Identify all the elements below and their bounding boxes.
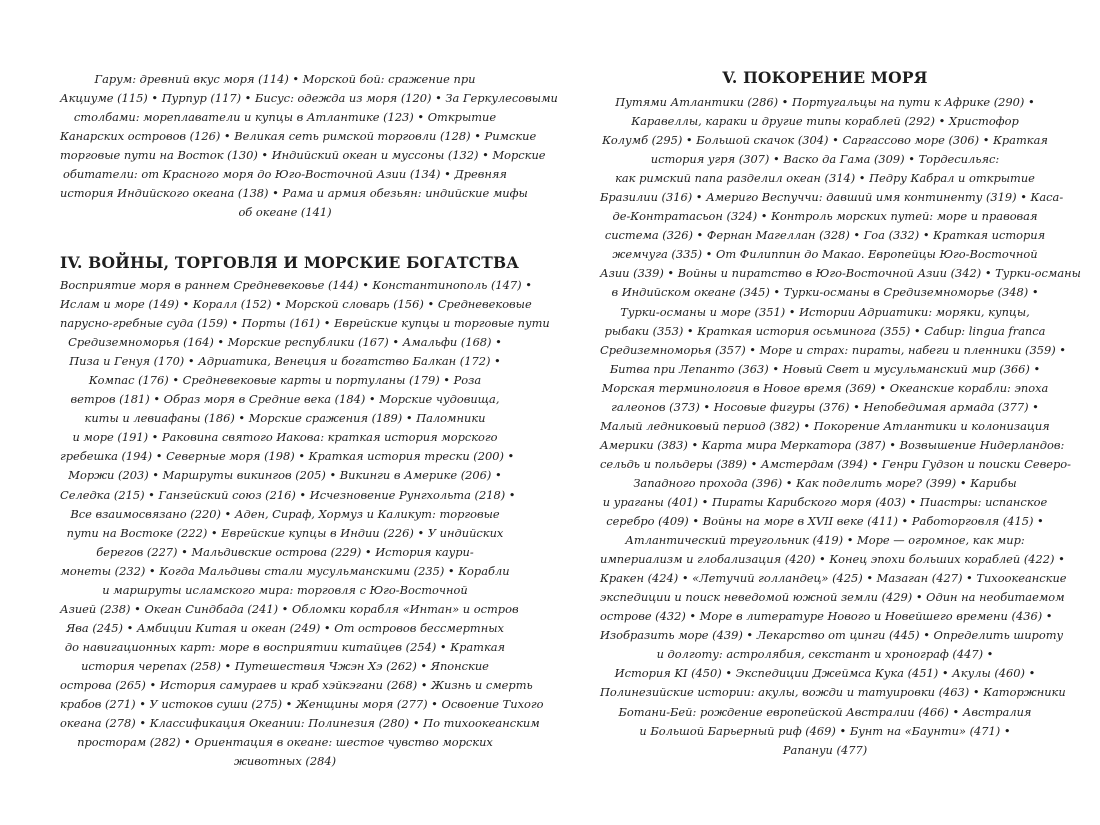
toc-line: Моржи (203) • Маршруты викингов (205) • Викинги в Америке (206) •	[68, 468, 502, 483]
toc-line: Путями Атлантики (286) • Португальцы на пути к Африке (290) •	[615, 95, 1035, 109]
toc-line: система (326) • Фернан Магеллан (328) • Гоа (332) • Краткая история	[604, 228, 1046, 243]
toc-line: Каравеллы, караки и другие типы кораблей (292) • Христофор	[631, 114, 1019, 129]
toc-line: Изобразить море (439) • Лекарство от цинги (445) • Определить широту	[600, 628, 1064, 643]
toc-line: в Индийском океане (345) • Турки-османы в Средиземноморье (348) •	[611, 285, 1039, 300]
toc-line: рыбаки (353) • Краткая история осьминога (355) • Сабир: lingua franca	[604, 323, 1046, 338]
toc-line: и море (191) • Раковина святого Иакова: краткая история морского	[72, 430, 498, 445]
toc-line: Гарум: древний вкус моря (114) • Морской бой: сражение при	[94, 72, 476, 86]
toc-line: Рапануи (477)	[782, 742, 868, 757]
toc-line: Ява (245) • Амбиции Китая и океан (249) • От островов бессмертных	[66, 620, 504, 635]
toc-block-v	[600, 93, 1081, 760]
toc-block-iv	[60, 276, 550, 771]
toc-line: серебро (409) • Войны на море в XVII веке (411) • Работорговля (415) •	[606, 514, 1044, 529]
toc-line: история Индийского океана (138) • Рама и армия обезьян: индийские мифы	[60, 186, 528, 201]
toc-line: Атлантический треугольник (419) • Море — огромное, как мир:	[625, 533, 1025, 548]
toc-line: Средиземноморья (357) • Море и страх: пираты, набеги и пленники (359) •	[600, 342, 1067, 357]
toc-line: Азии (339) • Войны и пиратство в Юго-Восточной Азии (342) • Турки-османы	[600, 266, 1081, 281]
toc-block-iii-continued	[60, 70, 558, 222]
toc-line: и маршруты исламского мира: торговля с Юго-Восточной	[102, 582, 468, 597]
toc-line: парусно-гребные суда (159) • Порты (161) • Еврейские купцы и торговые пути	[60, 316, 550, 331]
toc-line: империализм и глобализация (420) • Конец эпохи больших кораблей (422) •	[600, 552, 1065, 567]
toc-line: Колумб (295) • Большой скачок (304) • Саргассово море (306) • Краткая	[602, 133, 1048, 148]
toc-line: крабов (271) • У истоков суши (275) • Женщины моря (277) • Освоение Тихого	[60, 697, 544, 712]
toc-line: ветров (181) • Образ моря в Средние века (184) • Морские чудовища,	[70, 392, 500, 407]
toc-line: острова (265) • История самураев и краб хэйкэгани (268) • Жизнь и смерть	[60, 677, 533, 692]
toc-line: торговые пути на Восток (130) • Индийский океан и муссоны (132) • Морские	[60, 148, 546, 163]
toc-line: Полинезийские истории: акулы, вожди и татуировки (463) • Каторжники	[600, 685, 1066, 700]
toc-line: Акциуме (115) • Пурпур (117) • Бисус: одежда из моря (120) • За Геркулесовыми	[60, 91, 558, 106]
toc-line: История KI (450) • Экспедиции Джеймса Кука (451) • Акулы (460) •	[614, 666, 1036, 681]
toc-line: Средиземноморья (164) • Морские республики (167) • Амальфи (168) •	[68, 335, 502, 350]
toc-line: об океане (141)	[238, 205, 332, 220]
toc-line: де-Контратасьон (324) • Контроль морских путей: море и правовая	[612, 209, 1038, 224]
toc-line: Малый ледниковый период (382) • Покорение Атлантики и колонизация	[600, 418, 1050, 433]
toc-line: Канарских островов (126) • Великая сеть римской торговли (128) • Римские	[60, 129, 537, 144]
toc-line: история черепах (258) • Путешествия Чжэн Хэ (262) • Японские	[81, 658, 489, 673]
toc-line: Селедка (215) • Ганзейский союз (216) • Исчезновение Рунгхольта (218) •	[60, 487, 516, 502]
toc-line: океана (278) • Классификация Океании: Полинезия (280) • По тихоокеанским	[60, 716, 540, 731]
toc-line: галеонов (373) • Носовые фигуры (376) • Непобедимая армада (377) •	[611, 399, 1039, 414]
toc-line: экспедиции и поиск неведомой южной земли (429) • Один на необитаемом	[600, 590, 1065, 605]
section-heading-iv	[60, 252, 520, 274]
toc-line: и Большой Барьерный риф (469) • Бунт на «Баунти» (471) •	[639, 723, 1011, 738]
toc-line: до навигационных карт: море в восприятии китайцев (254) • Краткая	[64, 639, 506, 654]
toc-line: жемчуга (335) • От Филиппин до Макао. Европейцы Юго-Восточной	[612, 247, 1038, 262]
toc-line: просторам (282) • Ориентация в океане: шестое чувство морских	[77, 735, 493, 750]
section-heading-text: V. ПОКОРЕНИЕ МОРЯ	[722, 68, 928, 87]
toc-line: и долготу: астролябия, секстант и хронограф (447) •	[656, 647, 994, 662]
section-heading-text: IV. ВОЙНЫ, ТОРГОВЛЯ И МОРСКИЕ БОГАТСТВА	[60, 253, 520, 272]
toc-line: киты и левиафаны (186) • Морские сражения (189) • Паломники	[84, 411, 486, 426]
toc-line: Америки (383) • Карта мира Меркатора (387) • Возвышение Нидерландов:	[600, 437, 1065, 452]
toc-line: Западного прохода (396) • Как поделить море? (399) • Карибы	[633, 475, 1017, 490]
toc-line: столбами: мореплаватели и купцы в Атлантике (123) • Открытие	[73, 110, 497, 125]
toc-line: Ботани-Бей: рождение европейской Австралии (466) • Австралия	[618, 704, 1032, 719]
toc-line: Битва при Лепанто (363) • Новый Свет и мусульманский мир (366) •	[609, 361, 1041, 376]
toc-line: Азией (238) • Океан Синдбада (241) • Обломки корабля «Интан» и остров	[60, 601, 519, 616]
toc-line: Морская терминология в Новое время (369) • Океанские корабли: эпоха	[601, 380, 1049, 395]
toc-line: Ислам и море (149) • Коралл (152) • Морской словарь (156) • Средневековые	[60, 297, 532, 312]
toc-line: история угря (307) • Васко да Гама (309) • Тордесильяс:	[650, 152, 1000, 167]
toc-line: сельдь и польдеры (389) • Амстердам (394) • Генри Гудзон и поиски Северо-	[600, 456, 1071, 471]
toc-line: пути на Востоке (222) • Еврейские купцы в Индии (226) • У индийских	[66, 525, 504, 540]
toc-line: Бразилии (316) • Америго Веспуччи: давший имя континенту (319) • Каса-	[600, 190, 1064, 205]
toc-line: острове (432) • Море в литературе Нового и Новейшего времени (436) •	[600, 609, 1053, 624]
toc-line: животных (284)	[233, 754, 337, 769]
toc-line: как римский папа разделил океан (314) • Педру Кабрал и открытие	[615, 171, 1035, 186]
toc-line: гребешка (194) • Северные моря (198) • Краткая история трески (200) •	[60, 449, 515, 464]
toc-line: Компас (176) • Средневековые карты и портуланы (179) • Роза	[88, 373, 482, 388]
toc-line: Турки-османы и море (351) • Истории Адриатики: моряки, купцы,	[620, 304, 1030, 319]
toc-line: Пиза и Генуя (170) • Адриатика, Венеция и богатство Балкан (172) •	[69, 354, 501, 369]
toc-line: Все взаимосвязано (220) • Аден, Сираф, Хормуз и Каликут: торговые	[70, 506, 500, 521]
toc-line: Восприятие моря в раннем Средневековье (144) • Константинополь (147) •	[60, 278, 532, 292]
toc-line: берегов (227) • Мальдивские острова (229) • История каури-	[96, 544, 474, 559]
toc-line: монеты (232) • Когда Мальдивы стали мусульманскими (235) • Корабли	[60, 563, 510, 578]
toc-line: Кракен (424) • «Летучий голландец» (425) • Мазаган (427) • Тихоокеанские	[600, 571, 1067, 586]
section-heading-v	[600, 67, 1050, 89]
toc-line: и ураганы (401) • Пираты Карибского моря (403) • Пиастры: испанское	[602, 494, 1048, 509]
toc-line: обитатели: от Красного моря до Юго-Восточной Азии (134) • Древняя	[63, 167, 507, 182]
